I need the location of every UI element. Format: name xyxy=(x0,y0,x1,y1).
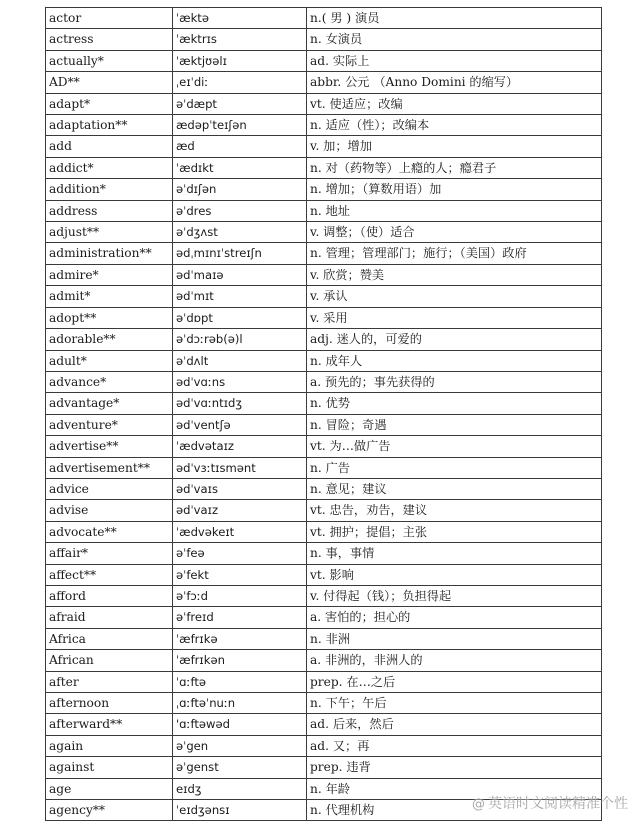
vocab-row xyxy=(46,521,602,542)
vocab-row xyxy=(46,329,602,350)
word-cell: again xyxy=(46,735,173,756)
meaning-cell: abbr. 公元 （Anno Domini 的缩写） xyxy=(307,72,602,93)
phonetic-cell: ædəpˈteɪʃən xyxy=(173,115,307,136)
phonetic-cell: ˈæktrɪs xyxy=(173,29,307,50)
vocab-row xyxy=(46,8,602,29)
word-cell: adorable** xyxy=(46,329,173,350)
phonetic-cell: ədˈventʃə xyxy=(173,414,307,435)
word-cell: African xyxy=(46,650,173,671)
word-cell: actress xyxy=(46,29,173,50)
vocab-row xyxy=(46,714,602,735)
meaning-cell: n. 女演员 xyxy=(307,29,602,50)
vocab-row xyxy=(46,564,602,585)
meaning-cell: n. 代理机构 xyxy=(307,800,602,821)
meaning-cell: ad. 实际上 xyxy=(307,50,602,71)
phonetic-cell: əˈdɪʃən xyxy=(173,179,307,200)
word-cell: adult* xyxy=(46,350,173,371)
word-cell: afternoon xyxy=(46,693,173,714)
meaning-cell: vt. 拥护；提倡；主张 xyxy=(307,521,602,542)
phonetic-cell: ˈæfrɪkən xyxy=(173,650,307,671)
word-cell: address xyxy=(46,200,173,221)
meaning-cell: adj. 迷人的，可爱的 xyxy=(307,329,602,350)
vocab-row xyxy=(46,371,602,392)
word-cell: adopt** xyxy=(46,307,173,328)
word-cell: affect** xyxy=(46,564,173,585)
watermark-symbol: @ xyxy=(472,797,485,812)
meaning-cell: v. 承认 xyxy=(307,286,602,307)
vocab-row xyxy=(46,735,602,756)
phonetic-cell: ˈeɪdʒənsɪ xyxy=(173,800,307,821)
phonetic-cell: əˈdres xyxy=(173,200,307,221)
vocab-row xyxy=(46,222,602,243)
word-cell: against xyxy=(46,757,173,778)
phonetic-cell: ədˈvaɪs xyxy=(173,478,307,499)
vocab-row xyxy=(46,500,602,521)
meaning-cell: v. 采用 xyxy=(307,307,602,328)
word-cell: AD** xyxy=(46,72,173,93)
meaning-cell: v. 付得起（钱）；负担得起 xyxy=(307,585,602,606)
phonetic-cell: ˈæfrɪkə xyxy=(173,628,307,649)
vocab-row xyxy=(46,585,602,606)
vocab-row xyxy=(46,650,602,671)
meaning-cell: n. 地址 xyxy=(307,200,602,221)
phonetic-cell: ˌɑːftəˈnuːn xyxy=(173,693,307,714)
word-cell: advice xyxy=(46,478,173,499)
meaning-cell: n. 年龄 xyxy=(307,778,602,799)
vocab-row xyxy=(46,478,602,499)
word-cell: actor xyxy=(46,8,173,29)
phonetic-cell: ˈæktə xyxy=(173,8,307,29)
meaning-cell: vt. 为…做广告 xyxy=(307,436,602,457)
meaning-cell: v. 调整；（使）适合 xyxy=(307,222,602,243)
word-cell: afterward** xyxy=(46,714,173,735)
word-cell: adaptation** xyxy=(46,115,173,136)
meaning-cell: n. 非洲 xyxy=(307,628,602,649)
meaning-cell: v. 欣赏；赞美 xyxy=(307,264,602,285)
meaning-cell: prep. 违背 xyxy=(307,757,602,778)
word-cell: admire* xyxy=(46,264,173,285)
meaning-cell: n. 成年人 xyxy=(307,350,602,371)
vocab-row xyxy=(46,671,602,692)
word-cell: afford xyxy=(46,585,173,606)
meaning-cell: ad. 又；再 xyxy=(307,735,602,756)
phonetic-cell: əˈdæpt xyxy=(173,93,307,114)
phonetic-cell: əˈgen xyxy=(173,735,307,756)
vocab-row xyxy=(46,757,602,778)
phonetic-cell: ədˈvɜːtɪsmənt xyxy=(173,457,307,478)
word-cell: advantage* xyxy=(46,393,173,414)
vocab-row xyxy=(46,200,602,221)
watermark-text: 英语时文阅读精准个性 xyxy=(488,796,628,812)
vocab-row xyxy=(46,72,602,93)
phonetic-cell: ədˈmaɪə xyxy=(173,264,307,285)
vocab-row xyxy=(46,543,602,564)
phonetic-cell: ˈædvətaɪz xyxy=(173,436,307,457)
word-cell: advocate** xyxy=(46,521,173,542)
vocab-row xyxy=(46,457,602,478)
meaning-cell: n. 广告 xyxy=(307,457,602,478)
word-cell: advertisement** xyxy=(46,457,173,478)
vocabulary-table xyxy=(45,7,602,821)
meaning-cell: n. 增加；（算数用语）加 xyxy=(307,179,602,200)
vocabulary-table-body xyxy=(46,8,602,821)
vocab-row xyxy=(46,436,602,457)
vocab-row xyxy=(46,264,602,285)
vocab-row xyxy=(46,286,602,307)
meaning-cell: n. 下午；午后 xyxy=(307,693,602,714)
meaning-cell: vt. 忠告，劝告，建议 xyxy=(307,500,602,521)
meaning-cell: n. 适应（性）；改编本 xyxy=(307,115,602,136)
vocab-row xyxy=(46,157,602,178)
phonetic-cell: ˈɑːftə xyxy=(173,671,307,692)
phonetic-cell: əˈfɔːd xyxy=(173,585,307,606)
word-cell: advertise** xyxy=(46,436,173,457)
word-cell: after xyxy=(46,671,173,692)
phonetic-cell: əˈdɒpt xyxy=(173,307,307,328)
meaning-cell: vt. 使适应；改编 xyxy=(307,93,602,114)
word-cell: affair* xyxy=(46,543,173,564)
vocab-row xyxy=(46,607,602,628)
phonetic-cell: əˈdɔːrəb(ə)l xyxy=(173,329,307,350)
meaning-cell: n. 事，事情 xyxy=(307,543,602,564)
word-cell: adjust** xyxy=(46,222,173,243)
vocab-row xyxy=(46,93,602,114)
word-cell: Africa xyxy=(46,628,173,649)
phonetic-cell: ˌeɪˈdiː xyxy=(173,72,307,93)
phonetic-cell: əˈgenst xyxy=(173,757,307,778)
meaning-cell: n.( 男 ) 演员 xyxy=(307,8,602,29)
phonetic-cell: əˈfreɪd xyxy=(173,607,307,628)
phonetic-cell: ədˈvɑːntɪdʒ xyxy=(173,393,307,414)
vocab-row xyxy=(46,393,602,414)
word-cell: admit* xyxy=(46,286,173,307)
vocab-row xyxy=(46,179,602,200)
phonetic-cell: ədˈvaɪz xyxy=(173,500,307,521)
word-cell: actually* xyxy=(46,50,173,71)
word-cell: add xyxy=(46,136,173,157)
vocab-row xyxy=(46,307,602,328)
vocab-row xyxy=(46,115,602,136)
meaning-cell: n. 优势 xyxy=(307,393,602,414)
phonetic-cell: eɪdʒ xyxy=(173,778,307,799)
phonetic-cell: ədˈmɪt xyxy=(173,286,307,307)
word-cell: agency** xyxy=(46,800,173,821)
phonetic-cell: æd xyxy=(173,136,307,157)
meaning-cell: n. 对（药物等）上瘾的人；瘾君子 xyxy=(307,157,602,178)
meaning-cell: vt. 影响 xyxy=(307,564,602,585)
vocab-row xyxy=(46,414,602,435)
meaning-cell: v. 加；增加 xyxy=(307,136,602,157)
meaning-cell: n. 管理；管理部门；施行；（美国）政府 xyxy=(307,243,602,264)
vocab-row xyxy=(46,136,602,157)
vocab-row xyxy=(46,693,602,714)
meaning-cell: ad. 后来，然后 xyxy=(307,714,602,735)
vocab-row xyxy=(46,628,602,649)
phonetic-cell: ˈæktjʊəlɪ xyxy=(173,50,307,71)
vocab-row xyxy=(46,29,602,50)
vocab-row xyxy=(46,243,602,264)
vocab-row xyxy=(46,50,602,71)
phonetic-cell: ˈædvəkeɪt xyxy=(173,521,307,542)
word-cell: adventure* xyxy=(46,414,173,435)
word-cell: administration** xyxy=(46,243,173,264)
meaning-cell: a. 害怕的；担心的 xyxy=(307,607,602,628)
word-cell: advise xyxy=(46,500,173,521)
word-cell: addict* xyxy=(46,157,173,178)
word-cell: age xyxy=(46,778,173,799)
meaning-cell: prep. 在…之后 xyxy=(307,671,602,692)
meaning-cell: a. 非洲的，非洲人的 xyxy=(307,650,602,671)
word-cell: afraid xyxy=(46,607,173,628)
phonetic-cell: ˈædɪkt xyxy=(173,157,307,178)
word-cell: adapt* xyxy=(46,93,173,114)
phonetic-cell: əˈdʌlt xyxy=(173,350,307,371)
phonetic-cell: əˈfekt xyxy=(173,564,307,585)
word-cell: advance* xyxy=(46,371,173,392)
phonetic-cell: 'ɑːftəwəd xyxy=(173,714,307,735)
word-cell: addition* xyxy=(46,179,173,200)
phonetic-cell: ədˌmɪnɪˈstreɪʃn xyxy=(173,243,307,264)
watermark xyxy=(472,793,628,813)
meaning-cell: a. 预先的；事先获得的 xyxy=(307,371,602,392)
vocab-row xyxy=(46,350,602,371)
phonetic-cell: əˈfeə xyxy=(173,543,307,564)
meaning-cell: n. 意见；建议 xyxy=(307,478,602,499)
meaning-cell: n. 冒险；奇遇 xyxy=(307,414,602,435)
phonetic-cell: əˈdʒʌst xyxy=(173,222,307,243)
phonetic-cell: ədˈvɑːns xyxy=(173,371,307,392)
